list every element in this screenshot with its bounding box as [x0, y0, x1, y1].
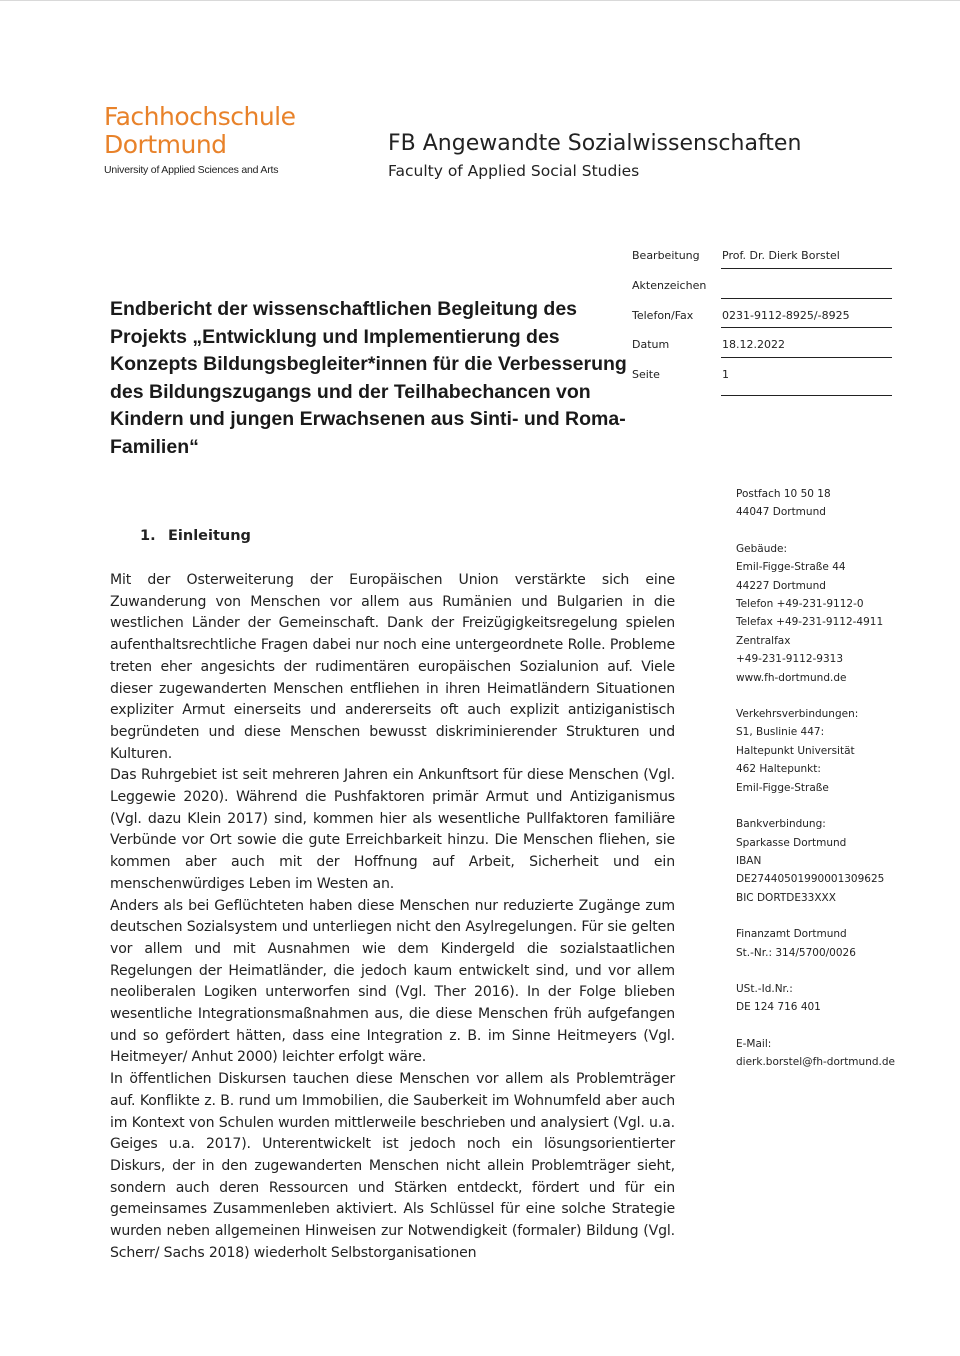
paragraph: Anders als bei Geflüchteten haben diese Menschen nur reduzierte Zugänge zum deutschen Sozialsystem und unterliegen nicht den Asylregelungen. Für sie gelten vor allem und mit Ausnahmen wie dem Kindergeld die sozialstaatlichen Regelungen der Heimatländer, die jedoch kaum entwickelt sind, und vor allem neoliberalen Logiken unterworfen sind (Vgl. Ther 2016). In der Folge blieben wesentliche Integrationsmaßnahmen aus, die diese Menschen früh aufgefangen und so gefördert hätten, dass eine Integration z. B. im Sinne Heitmeyers (Vgl. Heitmeyer/ Anhut 2000) leichter erfolgt wäre. — [110, 897, 675, 1066]
bank-block — [736, 815, 936, 907]
document-title: Endbericht der wissenschaftlichen Begleitung des Projekts „Entwicklung und Implementierung des Konzepts Bildungsbegleiter*innen für die Verbesserung des Bildungszugangs und der Teilhabechancen von Kindern und jungen Erwachsenen aus Sinti- und Roma-Familien“ — [110, 298, 627, 458]
meta-label: Datum — [632, 338, 670, 352]
logo-subtitle: University of Applied Sciences and Arts — [104, 164, 279, 176]
meta-underline — [721, 268, 892, 269]
university-logo — [104, 103, 298, 176]
meta-label: Telefon/Fax — [632, 308, 694, 322]
address-line: 44227 Dortmund — [736, 579, 826, 592]
address-line: Haltepunkt Universität — [736, 744, 855, 757]
meta-value: 18.12.2022 — [722, 338, 785, 352]
address-sidebar — [736, 485, 936, 1090]
address-line: Bankverbindung: — [736, 818, 826, 831]
address-line: DE 124 716 401 — [736, 1001, 821, 1014]
address-line: Sparkasse Dortmund — [736, 836, 847, 849]
meta-row — [632, 366, 892, 404]
address-line: Verkehrsverbindungen: — [736, 708, 859, 721]
meta-row — [632, 277, 892, 307]
address-line: USt.-Id.Nr.: — [736, 982, 793, 995]
faculty-header — [388, 130, 801, 180]
address-line: Finanzamt Dortmund — [736, 928, 847, 941]
logo-line-2: Dortmund — [104, 130, 227, 159]
website-line: www.fh-dortmund.de — [736, 671, 847, 684]
address-line: E-Mail: — [736, 1037, 772, 1050]
meta-underline — [721, 395, 892, 396]
logo-line-1: Fachhochschule — [104, 102, 296, 131]
address-line: Gebäude: — [736, 542, 788, 555]
faculty-name-de: FB Angewandte Sozialwissenschaften — [388, 131, 802, 156]
meta-underline — [721, 357, 892, 358]
meta-underline — [721, 327, 892, 328]
meta-value: 0231-9112-8925/-8925 — [722, 308, 850, 322]
paragraph: Mit der Osterweiterung der Europäischen Union verstärkte sich eine Zuwanderung von Menschen vor allem aus Rumänien und Bulgarien in die westlichen Länder der Gemeinschaft. Dank der Freizügigkeitsregelung spielen aufenthaltsrechtliche Fragen dabei nur noch eine untergeordnete Rolle. Probleme treten eher angesichts der rudimentären europäischen Sozialunion auf. Viele dieser zugewanderten Menschen entfliehen in ihren Heimatländern Situationen expliziter Armut einerseits und andererseits oft auch explizit antiziganistisch begründeten und diese Menschen bewusst diskriminierender Strukturen und Kulturen. — [110, 572, 675, 762]
iban-line: DE27440501990001309625 — [736, 873, 885, 886]
tax-office-block — [736, 925, 936, 962]
email-address: dierk.borstel@fh-dortmund.de — [736, 1056, 895, 1069]
meta-row — [632, 307, 892, 337]
vat-block — [736, 980, 936, 1017]
meta-value: 1 — [722, 368, 729, 382]
meta-label: Seite — [632, 368, 660, 382]
meta-underline — [721, 298, 892, 299]
address-line: Postfach 10 50 18 — [736, 488, 831, 500]
address-line: Emil-Figge-Straße 44 — [736, 561, 846, 574]
meta-label: Aktenzeichen — [632, 278, 707, 292]
address-line: +49-231-9112-9313 — [736, 653, 844, 666]
meta-value: Prof. Dr. Dierk Borstel — [722, 249, 840, 262]
meta-label: Bearbeitung — [632, 249, 700, 262]
postfach-block — [736, 485, 936, 522]
section-heading — [140, 528, 251, 544]
meta-row — [632, 247, 892, 277]
paragraph: Das Ruhrgebiet ist seit mehreren Jahren ein Ankunftsort für diese Menschen (Vgl. Leggewie 2020). Während die Pushfaktoren primär Armut und Antiziganismus (Vgl. dazu Klein 2017) sind, kommen hier als wesentliche Pullfaktoren familiäre Verbünde vor Ort sowie die gute Erreichbarkeit hinzu. Die Menschen fliehen, sie kommen aber auch mit der Hoffnung auf Arbeit, Sicherheit und ein menschenwürdiges Leben im Westen an. — [110, 767, 675, 892]
address-line: S1, Buslinie 447: — [736, 726, 825, 739]
paragraph: In öffentlichen Diskursen tauchen diese Menschen vor allem als Problemträger auf. Konflikte z. B. rund um Immobilien, die Sauberkeit im Wohnumfeld aber auch im Kontext von Schulen wurden mittlerweile beschrieben und analysiert (Vgl. u.a. Geiges u.a. 2017). Unterentwickelt ist jedoch noch ein lösungsorientierter Diskurs, der in den zugewanderten Menschen nicht allein Problemträger sieht, sondern auch deren Ressourcen und Stärken entdeckt, fördert und für ein gemeinsames Zusammenleben aktiviert. Als Schlüssel für eine solche Strategie wurden neben allgemeinen Hinweisen zur Notwendigkeit (formaler) Bildung (Vgl. Scherr/ Sachs 2018) wiederholt Selbstorganisationen — [110, 1071, 675, 1261]
building-block — [736, 540, 936, 687]
address-line: St.-Nr.: 314/5700/0026 — [736, 946, 856, 959]
address-line: 462 Haltepunkt: — [736, 763, 821, 776]
fax-line: Telefax +49-231-9112-4911 — [736, 616, 884, 629]
address-line: Zentralfax — [736, 634, 791, 647]
page-top-border — [0, 0, 960, 1]
section-title: Einleitung — [168, 528, 251, 544]
email-block — [736, 1035, 936, 1072]
address-line: Emil-Figge-Straße — [736, 781, 829, 794]
section-number: 1. — [140, 528, 156, 544]
body-text — [110, 570, 675, 1265]
address-line: 44047 Dortmund — [736, 506, 826, 519]
bic-line: BIC DORTDE33XXX — [736, 891, 836, 904]
faculty-name-en: Faculty of Applied Social Studies — [388, 162, 640, 180]
meta-row — [632, 336, 892, 366]
transit-block — [736, 705, 936, 797]
phone-line: Telefon +49-231-9112-0 — [736, 598, 864, 611]
address-line: IBAN — [736, 854, 762, 867]
document-meta-table — [632, 247, 892, 404]
